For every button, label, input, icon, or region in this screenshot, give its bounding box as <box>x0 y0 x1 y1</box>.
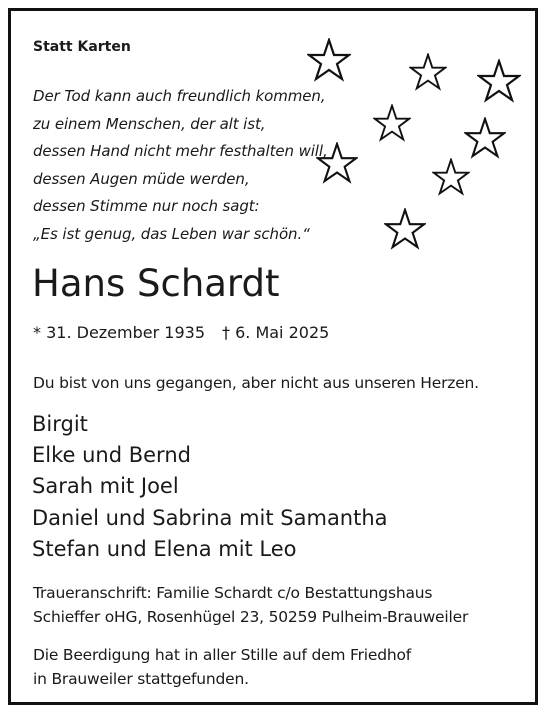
star-icon <box>307 38 351 82</box>
star-icon <box>409 53 447 91</box>
star-icon <box>464 117 506 159</box>
poem <box>33 83 328 249</box>
notice-header: Statt Karten <box>33 39 131 55</box>
address-line: Schieffer oHG, Rosenhügel 23, 50259 Pulheim-Brauweiler <box>33 608 469 626</box>
mourner-entry: Sarah mit Joel <box>32 474 179 499</box>
star-icon <box>432 158 470 196</box>
star-icon <box>384 208 426 250</box>
poem-line: dessen Stimme nur noch sagt: <box>33 197 260 216</box>
burial-line: in Brauweiler stattgefunden. <box>33 670 249 688</box>
deceased-name: Hans Schardt <box>32 262 280 305</box>
poem-line: Der Tod kann auch freundlich kommen, <box>33 87 326 105</box>
poem-line: „Es ist genug, das Leben war schön.“ <box>33 224 310 243</box>
star-icon <box>477 59 521 103</box>
mourner-entry: Daniel und Sabrina mit Samantha <box>32 505 388 530</box>
death-date: † 6. Mai 2025 <box>222 323 330 342</box>
memorial-text: Du bist von uns gegangen, aber nicht aus unseren Herzen. <box>33 374 479 392</box>
burial-line: Die Beerdigung hat in aller Stille auf dem Friedhof <box>33 646 412 664</box>
star-icon <box>373 104 411 142</box>
burial-note <box>33 643 411 691</box>
mourners-list <box>32 409 388 565</box>
star-icon <box>316 142 358 184</box>
birth-date: * 31. Dezember 1935 <box>33 323 205 342</box>
poem-line: dessen Hand nicht mehr festhalten will, <box>33 142 328 161</box>
mourner-entry: Stefan und Elena mit Leo <box>32 536 297 561</box>
obituary-card <box>8 8 538 705</box>
condolence-address <box>33 581 468 629</box>
poem-line: zu einem Menschen, der alt ist, <box>33 114 266 133</box>
mourner-entry: Birgit <box>32 412 88 436</box>
mourner-entry: Elke und Bernd <box>32 443 191 468</box>
address-line: Traueranschrift: Familie Schardt c/o Bestattungshaus <box>33 584 433 602</box>
poem-line: dessen Augen müde werden, <box>33 169 250 188</box>
